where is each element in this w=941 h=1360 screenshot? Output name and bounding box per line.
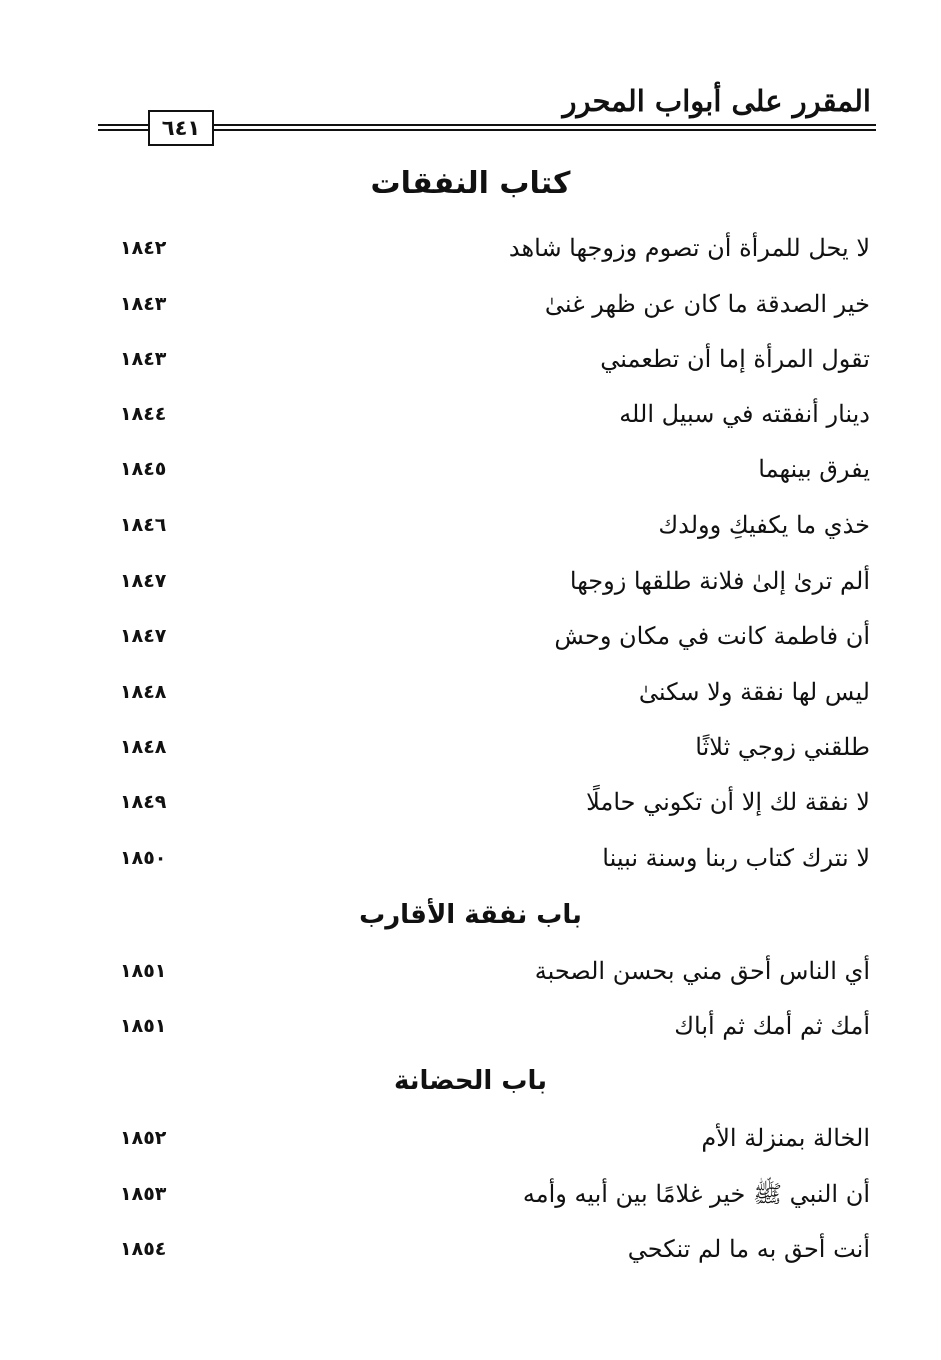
entry-number: ١٨٤٢ (120, 237, 167, 259)
entry-text: أي الناس أحق مني بحسن الصحبة (534, 957, 870, 985)
index-entry (110, 505, 870, 545)
entry-text: ليس لها نفقة ولا سكنىٰ (638, 678, 870, 706)
entry-text: خذي ما يكفيكِ وولدك (658, 511, 870, 539)
index-entry (110, 672, 870, 712)
entry-number: ١٨٤٨ (120, 681, 167, 703)
page-header (0, 0, 941, 150)
entry-text: أمك ثم أمك ثم أباك (674, 1012, 870, 1040)
index-entry (110, 228, 870, 268)
entry-number: ١٨٤٩ (120, 791, 167, 813)
entry-number: ١٨٤٤ (120, 403, 167, 425)
entry-text: الخالة بمنزلة الأم (701, 1124, 870, 1152)
header-rule (98, 124, 148, 126)
entry-number: ١٨٤٣ (120, 348, 167, 370)
entry-number: ١٨٥١ (120, 1015, 167, 1037)
index-entry (110, 616, 870, 656)
entry-number: ١٨٤٧ (120, 625, 167, 647)
entry-text: تقول المرأة إما أن تطعمني (600, 345, 870, 373)
index-entry (110, 838, 870, 878)
header-rule (98, 129, 148, 131)
entry-text: أنت أحق به ما لم تنكحي (627, 1235, 870, 1263)
section-heading: كتاب النفقات (370, 166, 571, 201)
header-rule (214, 124, 876, 126)
section-heading: باب الحضانة (393, 1066, 548, 1096)
running-title: المقرر على أبواب المحرر (562, 84, 871, 118)
entry-number: ١٨٥٠ (120, 847, 167, 869)
entry-number: ١٨٤٧ (120, 570, 167, 592)
index-entry (110, 449, 870, 489)
entry-number: ١٨٤٥ (120, 458, 167, 480)
index-entry (110, 339, 870, 379)
entry-text: يفرق بينهما (758, 455, 870, 483)
index-entry (110, 951, 870, 991)
entry-number: ١٨٥٢ (120, 1127, 167, 1149)
entry-number: ١٨٥٣ (120, 1183, 167, 1205)
entry-text: لا نفقة لك إلا أن تكوني حاملًا (586, 788, 870, 816)
page-number: ٦٤١ (148, 110, 214, 146)
entry-text: خير الصدقة ما كان عن ظهر غنىٰ (544, 290, 870, 318)
entry-text: ألم ترىٰ إلىٰ فلانة طلقها زوجها (569, 567, 870, 595)
header-rule (214, 129, 876, 131)
entry-number: ١٨٥١ (120, 960, 167, 982)
entry-text: دينار أنفقته في سبيل الله (619, 400, 870, 428)
section-heading: باب نفقة الأقارب (359, 900, 582, 930)
entry-text: أن فاطمة كانت في مكان وحش (554, 622, 870, 650)
index-entry (110, 1229, 870, 1269)
entry-number: ١٨٤٦ (120, 514, 167, 536)
index-entry (110, 1174, 870, 1214)
entry-number: ١٨٥٤ (120, 1238, 167, 1260)
index-entry (110, 782, 870, 822)
index-entry (110, 284, 870, 324)
entry-number: ١٨٤٨ (120, 736, 167, 758)
index-entry (110, 727, 870, 767)
entry-text: لا يحل للمرأة أن تصوم وزوجها شاهد (508, 234, 870, 262)
entry-text: لا نترك كتاب ربنا وسنة نبينا (602, 844, 870, 872)
index-entry (110, 1006, 870, 1046)
index-entry (110, 394, 870, 434)
entry-number: ١٨٤٣ (120, 293, 167, 315)
index-entry (110, 561, 870, 601)
index-entry (110, 1118, 870, 1158)
entry-text: أن النبي ﷺ خير غلامًا بين أبيه وأمه (522, 1180, 870, 1208)
entry-text: طلقني زوجي ثلاثًا (695, 733, 870, 761)
